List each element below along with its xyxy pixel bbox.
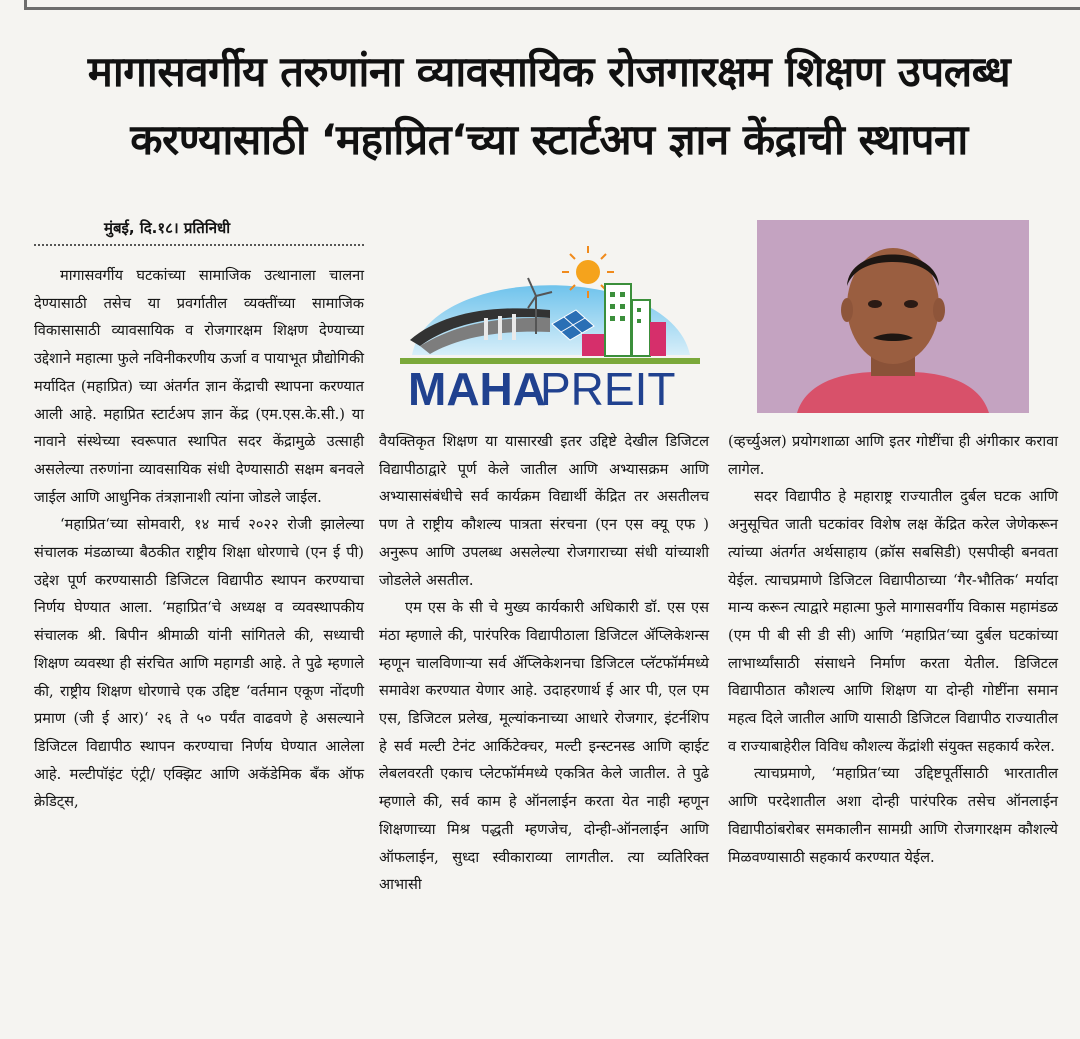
article-paragraph: सदर विद्यापीठ हे महाराष्ट्र राज्यातील दुर्बल घटक आणि अनुसूचित जाती घटकांवर विशेष लक्ष केंद्रित करेल जेणेकरून त्यांच्या अंतर्गत अर्थसाहाय (क्रॉस सबसिडी) एसपीव्ही बनवता येईल. त्याचप्रमाणे डिजिटल विद्यापीठाच्या ‘गैर-भौतिक‘ मर्यादा मान्य करून त्याद्वारे महात्मा फुले मागासवर्गीय विकास महामंडळ (एम पी बी सी डी सी) आणि ‘महाप्रित‘च्या दुर्बल घटकांच्या लाभार्थ्यांसाठी संसाधने निर्माण करता येतील. डिजिटल विद्यापीठात कौशल्य आणि शिक्षण या दोन्ही गोष्टींना समान महत्व दिले जातील आणि यासाठी डिजिटल विद्यापीठ राज्यातील व राज्याबाहेरील विविध कौशल्य केंद्रांशी संयुक्त सहकार्य करेल. bbox=[728, 488, 1058, 755]
headline-line-2: करण्यासाठी ‘महाप्रित‘च्या स्टार्टअप ज्ञान केंद्राची स्थापना bbox=[130, 115, 968, 165]
article-column-2 bbox=[379, 428, 709, 899]
article-column-3 bbox=[728, 428, 1058, 871]
article-paragraph: एम एस के सी चे मुख्य कार्यकारी अधिकारी डॉ. एस एस मंठा म्हणाले की, पारंपरिक विद्यापीठाला डिजिटल ॲप्लिकेशन्स म्हणून चालविणाऱ्या सर्व ॲप्लिकेशनचा डिजिटल प्लॅटफॉर्ममध्ये समावेश करण्यात येणार आहे. उदाहरणार्थ ई आर पी, एल एम एस, डिजिटल प्रलेख, मूल्यांकनाच्या आधारे रोजगार, इंटर्नशिप हे सर्व मल्टी टेनंट आर्किटेक्चर, मल्टी इन्स्टनस्ड आणि व्हाईट लेबलवरती एकाच प्लेटफॉर्ममध्ये एकत्रित केले जातील. ते पुढे म्हणाले की, सर्व काम हे ऑनलाईन करता येत नाही म्हणून शिक्षणाच्या मिश्र पद्धती म्हणजेच, दोन्ही-ऑनलाईन आणि ऑफलाईन, सुध्दा स्वीकाराव्या लागतील. त्या व्यतिरिक्त आभासी bbox=[379, 599, 709, 894]
logo-text-bold: MAHA bbox=[408, 363, 546, 415]
article-paragraph: ‘महाप्रित‘च्या सोमवारी, १४ मार्च २०२२ रोजी झालेल्या संचालक मंडळाच्या बैठकीत राष्ट्रीय शिक्षा धोरणाचे (एन ई पी) उद्देश पूर्ण करण्यासाठी डिजिटल विद्यापीठ स्थापन करण्याचा निर्णय घेण्यात आला. ‘महाप्रित‘चे अध्यक्ष व व्यवस्थापकीय संचालक श्री. बिपीन श्रीमाळी यांनी सांगितले की, सध्याची शिक्षण व्यवस्था ही संरचित आणि महागडी आहे. ते पुढे म्हणाले की, राष्ट्रीय शिक्षण धोरणाचे एक उद्दिष्ट ‘वर्तमान एकूण नोंदणी प्रमाण (जी ई आर)‘ २६ ते ५० पर्यंत वाढवणे हे असल्याने डिजिटल विद्यापीठ स्थापन करण्याचा निर्णय घेण्यात आलेला आहे. मल्टीपॉइंट एंट्री/ एक्झिट आणि अकॅडेमिक बँक ऑफ क्रेडिट्स, bbox=[34, 516, 364, 811]
article-paragraph: वैयक्तिकृत शिक्षण या यासारखी इतर उद्दिष्टे देखील डिजिटल विद्यापीठाद्वारे पूर्ण केले जातील आणि अभ्यासक्रम आणि अभ्यासासंबंधीचे सर्व कार्यक्रम विद्यार्थी केंद्रित तर असतीलच पण ते राष्ट्रीय कौशल्य पात्रता संरचना (एन एस क्यू एफ ) अनुरूप आणि उपलब्ध असलेल्या रोजगाराच्या संधी यांच्याशी जोडलेले असतील. bbox=[379, 433, 709, 589]
article-paragraph: (व्हर्च्युअल) प्रयोगशाळा आणि इतर गोष्टींचा ही अंगीकार करावा लागेल. bbox=[728, 433, 1058, 478]
dateline-divider bbox=[34, 244, 364, 246]
headline-line-1: मागासवर्गीय तरुणांना व्यावसायिक रोजगारक्षम शिक्षण उपलब्ध bbox=[87, 47, 1011, 96]
mahapreit-logo bbox=[400, 222, 700, 417]
top-border bbox=[24, 0, 1080, 10]
official-portrait-photo bbox=[757, 220, 1029, 413]
dateline: मुंबई, दि.१८। प्रतिनिधी bbox=[104, 219, 231, 237]
article-paragraph: मागासवर्गीय घटकांच्या सामाजिक उत्थानाला चालना देण्यासाठी तसेच या प्रवर्गातील व्यक्तींच्या सामाजिक विकासासाठी व्यावसायिक व रोजगारक्षम शिक्षण देण्याच्या उद्देशाने महात्मा फुले नविनीकरणीय ऊर्जा व पायाभूत प्रौद्योगिकी मर्यादित (महाप्रित) च्या अंतर्गत ज्ञान केंद्राची स्थापना करण्यात आली आहे. महाप्रित स्टार्टअप ज्ञान केंद्र (एम.एस.के.सी.) या नावाने संस्थेच्या स्वरूपात स्थापित सदर केंद्रामुळे उत्साही असलेल्या तरुणांना व्यावसायिक संधी देण्यासाठी सक्षम बनवले जाईल आणि आधुनिक तंत्रज्ञानाशी त्यांना जोडले जाईल. bbox=[34, 267, 364, 506]
adjacent-column-edge bbox=[0, 0, 12, 1039]
headline bbox=[24, 38, 1074, 174]
logo-text-light: PREIT bbox=[540, 363, 676, 415]
article-paragraph: त्याचप्रमाणे, ‘महाप्रित‘च्या उद्दिष्टपूर्तीसाठी भारतातील आणि परदेशातील अशा दोन्ही पारंपरिक तसेच ऑनलाईन विद्यापीठांबरोबर समकालीन सामग्री आणि रोजगारक्षम कौशल्ये मिळवण्यासाठी सहकार्य करण्यात येईल. bbox=[728, 765, 1058, 866]
mahapreit-logo-graphic bbox=[400, 222, 700, 417]
article-column-1 bbox=[34, 262, 364, 816]
